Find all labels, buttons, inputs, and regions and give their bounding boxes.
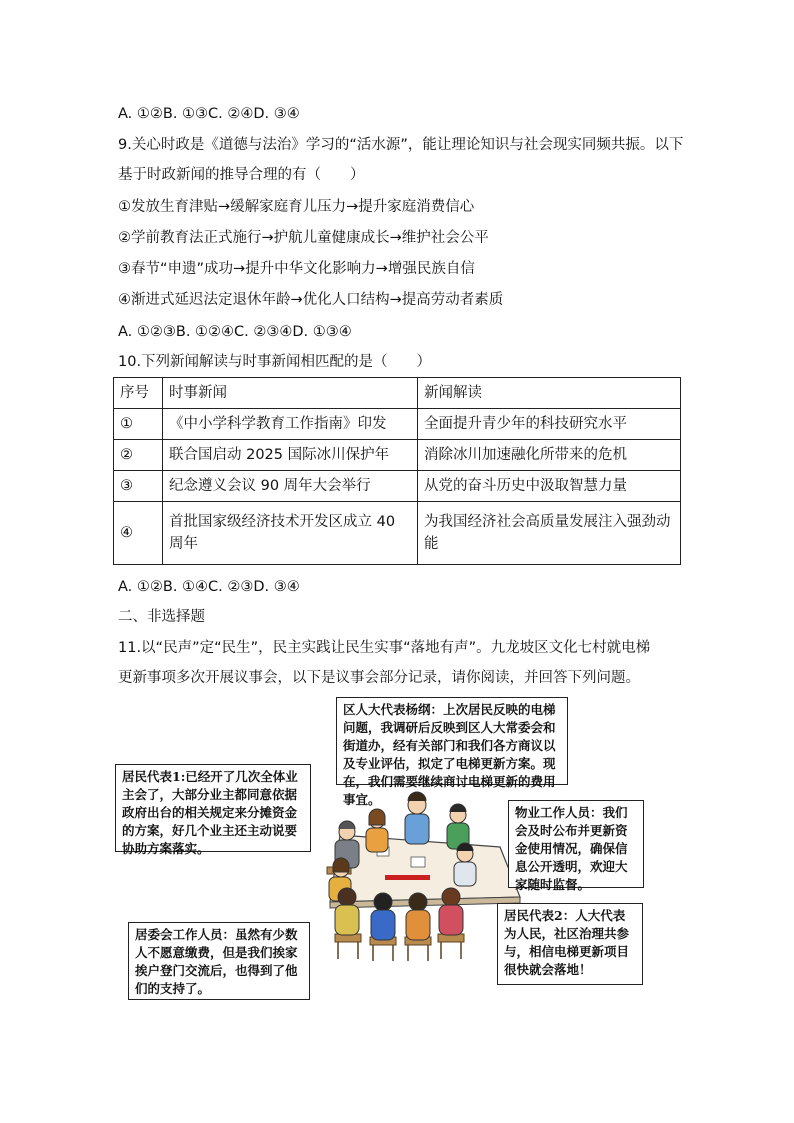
q9-stem-line1: 9.关心时政是《道德与法治》学习的“活水源”，能让理论知识与社会现实同频共振。以下 xyxy=(118,137,684,153)
table-cell: 纪念遵义会议 90 周年大会举行 xyxy=(163,471,418,502)
q9-stem-line2: 基于时政新闻的推导合理的有（ ） xyxy=(118,167,365,183)
section-title: 二、非选择题 xyxy=(118,609,205,625)
table-cell: 联合国启动 2025 国际冰川保护年 xyxy=(163,440,418,471)
table-cell: 全面提升青少年的科技研究水平 xyxy=(418,409,681,440)
table-cell: ③ xyxy=(114,471,163,502)
table-row xyxy=(114,409,681,440)
speech-bubble-committee: 居委会工作人员：虽然有少数人不愿意缴费，但是我们挨家挨户登门交流后，也得到了他们的支持了。 xyxy=(128,922,310,1000)
table-cell: 为我国经济社会高质量发展注入强劲动能 xyxy=(418,502,681,565)
table-cell: 首批国家级经济技术开发区成立 40 周年 xyxy=(163,502,418,565)
table-header-cell: 新闻解读 xyxy=(418,378,681,409)
table-header-cell: 序号 xyxy=(114,378,163,409)
table-header-row xyxy=(114,378,681,409)
table-cell: ④ xyxy=(114,502,163,565)
table-row xyxy=(114,471,681,502)
q11-stem-line1: 11.以“民声”定“民生”，民主实践让民生实事“落地有声”。九龙坡区文化七村就电梯 xyxy=(118,640,651,656)
speech-bubble-resident1: 居民代表1:已经开了几次全体业主会了，大部分业主都同意依据政府出台的相关规定来分摊资金的方案，好几个业主还主动说要协助方案落实。 xyxy=(115,764,311,852)
speech-bubble-deputy: 区人大代表杨纲：上次居民反映的电梯问题，我调研后反映到区人大常委会和街道办，经有关部门和我们各方商议以及专业评估，拟定了电梯更新方案。现在，我们需要继续商讨电梯更新的费用事宜。 xyxy=(336,697,568,785)
q9-item-1: ①发放生育津贴→缓解家庭育儿压力→提升家庭消费信心 xyxy=(118,199,475,215)
table-cell: 《中小学科学教育工作指南》印发 xyxy=(163,409,418,440)
q9-item-3: ③春节“申遗”成功→提升中华文化影响力→增强民族自信 xyxy=(118,261,475,277)
meeting-illustration xyxy=(115,697,649,1003)
speech-bubble-property: 物业工作人员：我们会及时公布并更新资金使用情况，确保信息公开透明，欢迎大家随时监督。 xyxy=(508,800,644,888)
speech-bubble-resident2: 居民代表2：人大代表为人民，社区治理共参与，相信电梯更新项目很快就会落地！ xyxy=(497,903,643,985)
q9-options: A. ①②③B. ①②④C. ②③④D. ①③④ xyxy=(118,324,352,340)
news-table xyxy=(113,377,681,565)
table-header-cell: 时事新闻 xyxy=(163,378,418,409)
q10-options: A. ①②B. ①④C. ②③D. ③④ xyxy=(118,579,300,595)
q9-item-2: ②学前教育法正式施行→护航儿童健康成长→维护社会公平 xyxy=(118,230,489,246)
q11-stem-line2: 更新事项多次开展议事会，以下是议事会部分记录，请你阅读，并回答下列问题。 xyxy=(118,670,640,686)
table-cell: 从党的奋斗历史中汲取智慧力量 xyxy=(418,471,681,502)
q9-item-4: ④渐进式延迟法定退休年龄→优化人口结构→提高劳动者素质 xyxy=(118,292,504,308)
table-cell: ② xyxy=(114,440,163,471)
table-row xyxy=(114,440,681,471)
table-cell: ① xyxy=(114,409,163,440)
q8-options: A. ①②B. ①③C. ②④D. ③④ xyxy=(118,106,300,122)
table-row xyxy=(114,502,681,565)
table-cell: 消除冰川加速融化所带来的危机 xyxy=(418,440,681,471)
q10-stem: 10.下列新闻解读与时事新闻相匹配的是（ ） xyxy=(118,354,432,370)
